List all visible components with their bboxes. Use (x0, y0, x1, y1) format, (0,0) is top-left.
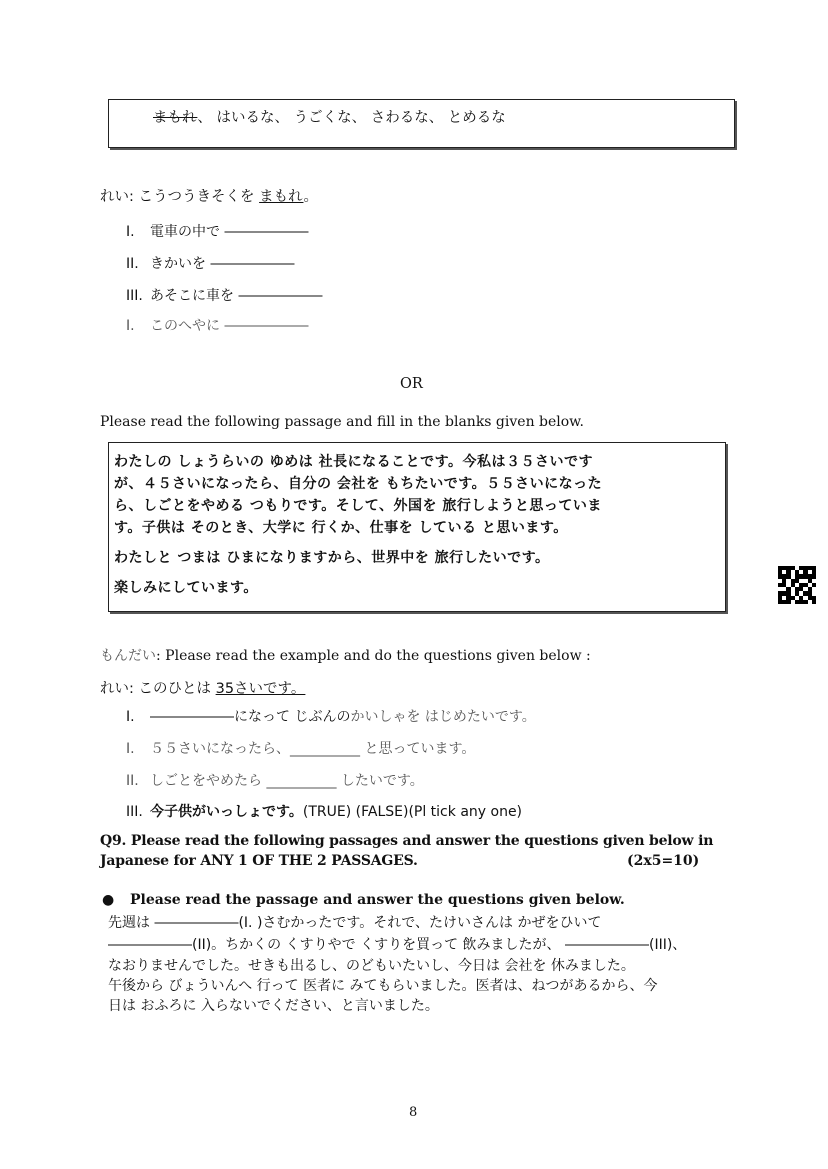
list-item: I. ――――――になって じぶんのかいしゃを はじめたいです。 (126, 709, 536, 725)
struck-option: まもれ (153, 110, 198, 126)
passage-2-line: なおりませんでした。せきも出るし、のどもいたいし、今日は 会社を 休みました。 (108, 958, 635, 974)
passage-1-line: わたしの しょうらいの ゆめは 社長になることです。今私は３５さいです (114, 454, 594, 470)
example-answer: 35さいです。 (215, 681, 306, 697)
qr-code-icon (778, 566, 816, 604)
q9-marks: (2x5=10) (627, 853, 700, 869)
options-text (153, 106, 506, 127)
page-number: 8 (409, 1105, 418, 1120)
q9-line-2: Japanese for ANY 1 OF THE 2 PASSAGES. (100, 853, 418, 869)
q9-line-1: Q9. Please read the following passages and answer the questions given below in (100, 833, 714, 849)
example-2: れい: このひとは 35さいです。 (100, 681, 306, 697)
other-options: 、 はいるな、 うごくな、 さわるな、 とめるな (197, 110, 506, 126)
list-item: III. 今子供がいっしょです。(TRUE) (FALSE)(Pl tick any one) (126, 804, 523, 820)
example-1: れい: こうつうきそくを まもれ。 (100, 189, 318, 205)
list-item: II. きかいを ―――――― (126, 256, 295, 272)
example-answer: まもれ (259, 189, 304, 205)
bullet-heading: ● Please read the passage and answer the questions given below. (102, 892, 625, 908)
bullet-icon: ● (102, 892, 115, 908)
passage-1-line: が、４５さいになったら、自分の 会社を もちたいです。５５さいになった (114, 476, 603, 492)
passage-1-line: ら、しごとをやめる つもりです。そして、外国を 旅行しようと思っていま (114, 498, 602, 514)
instruction-1: Please read the following passage and fill in the blanks given below. (100, 414, 584, 430)
or-label: OR (400, 376, 423, 392)
list-item: I. このへやに ―――――― (126, 318, 309, 334)
passage-2-line: 日は おふろに 入らないでください、と言いました。 (108, 998, 439, 1014)
list-item: II. しごとをやめたら __________ したいです。 (126, 773, 424, 789)
passage-1-line: 楽しみにしています。 (114, 580, 258, 596)
passage-1-line: す。子供は そのとき、大学に 行くか、仕事を している と思います。 (114, 520, 568, 536)
passage-2-line: 午後から びょういんへ 行って 医者に みてもらいました。医者は、ねつがあるから、今 (108, 978, 658, 994)
list-item: I. 電車の中で ―――――― (126, 224, 309, 240)
list-item: III. あそこに車を ―――――― (126, 288, 323, 304)
list-item: I. ５５さいになったら、__________ と思っています。 (126, 741, 476, 757)
passage-1-line: わたしと つまは ひまになりますから、世界中を 旅行したいです。 (114, 550, 550, 566)
mondai-heading: もんだい: Please read the example and do the questions given below : (100, 648, 591, 664)
passage-2-line: 先週は ――――――(I. )さむかったです。それで、たけいさんは かぜをひいて (108, 915, 602, 931)
passage-2-line: ――――――(II)。ちかくの くすりやで くすりを買って 飲みましたが、 ――――――(III)、 (108, 937, 687, 953)
